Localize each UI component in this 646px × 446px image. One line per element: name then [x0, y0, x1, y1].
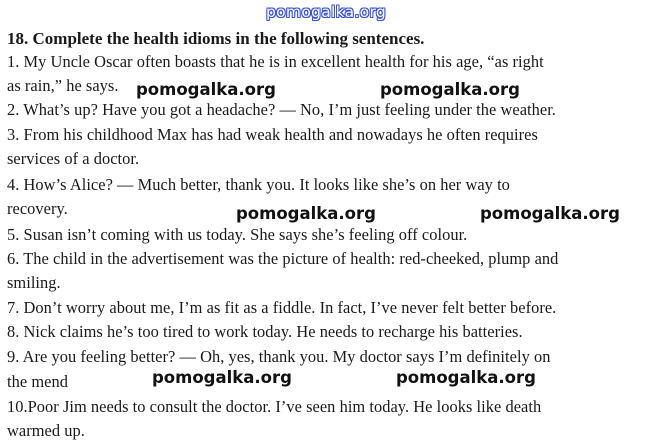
- exercise-line: 6. The child in the advertisement was the picture of health: red-cheeked, plump and: [7, 249, 559, 268]
- exercise-line: warmed up.: [7, 421, 85, 440]
- watermark: pomogalka.org: [396, 368, 536, 387]
- exercise-line: recovery.: [7, 199, 68, 218]
- exercise-line: services of a doctor.: [7, 149, 140, 168]
- exercise-line: 8. Nick claims he’s too tired to work today. He needs to recharge his batteries.: [7, 322, 523, 341]
- watermark: pomogalka.org: [236, 204, 376, 223]
- exercise-line: 4. How’s Alice? — Much better, thank you. It looks like she’s on her way to: [7, 175, 510, 194]
- site-watermark-top: pomogalka.org: [266, 3, 386, 21]
- watermark: pomogalka.org: [480, 204, 620, 223]
- exercise-line: the mend: [7, 372, 68, 391]
- watermark: pomogalka.org: [152, 368, 292, 387]
- exercise-line: 9. Are you feeling better? — Oh, yes, thank you. My doctor says I’m definitely on: [7, 347, 551, 366]
- exercise-line: 1. My Uncle Oscar often boasts that he is in excellent health for his age, “as right: [7, 52, 544, 71]
- exercise-heading: 18. Complete the health idioms in the following sentences.: [7, 29, 425, 48]
- watermark: pomogalka.org: [136, 80, 276, 99]
- exercise-line: 3. From his childhood Max has had weak health and nowadays he often requires: [7, 125, 538, 144]
- exercise-line: as rain,” he says.: [7, 76, 119, 95]
- exercise-line: 5. Susan isn’t coming with us today. She says she’s feeling off colour.: [7, 225, 468, 244]
- exercise-line: smiling.: [7, 273, 61, 292]
- exercise-line: 2. What’s up? Have you got a headache? — No, I’m just feeling under the weather.: [7, 100, 556, 119]
- exercise-line: 10.Poor Jim needs to consult the doctor. I’ve seen him today. He looks like death: [7, 397, 542, 416]
- exercise-line: 7. Don’t worry about me, I’m as fit as a fiddle. In fact, I’ve never felt better before.: [7, 298, 557, 317]
- watermark: pomogalka.org: [380, 80, 520, 99]
